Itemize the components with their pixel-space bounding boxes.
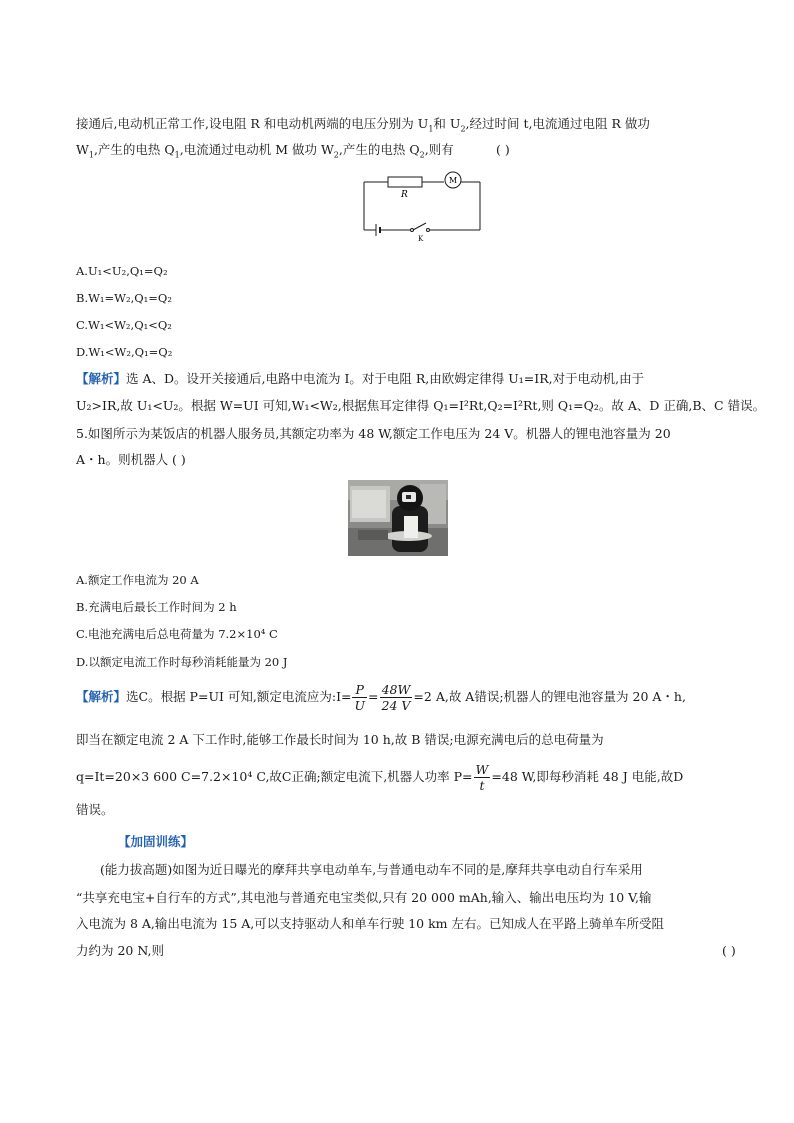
resistor-symbol xyxy=(388,177,422,187)
q5-option-d: D.以额定电流工作时每秒消耗能量为 20 J xyxy=(76,655,288,669)
q5-option-c: C.电池充满电后总电荷量为 7.2×10⁴ C xyxy=(76,627,278,641)
q4-option-a: A.U₁<U₂,Q₁=Q₂ xyxy=(76,264,168,278)
reinforce-line4: 力约为 20 N,则 xyxy=(76,943,164,958)
reinforce-title: 【加固训练】 xyxy=(118,834,194,849)
q5-stem-line2: A・h。则机器人 ( ) xyxy=(76,452,186,467)
resistor-label: R xyxy=(401,190,408,200)
q4-analysis-line2: U₂>IR,故 U₁<U₂。根据 W=UI 可知,W₁<W₂,根据焦耳定律得 Q₁=I²Rt,Q₂=I²Rt,则 Q₁=Q₂。故 A、D 正确,B、C 错误。 xyxy=(76,398,766,413)
reinforce-line3: 入电流为 8 A,输出电流为 15 A,可以支持驱动人和单车行驶 10 km 左右。已知成人在平路上骑单车所受阻 xyxy=(76,916,665,931)
analysis-tag: 【解析】 xyxy=(76,689,127,704)
reinforce-answer-bracket: ( ) xyxy=(722,943,736,958)
motor-label: M xyxy=(449,176,458,185)
q5-option-b: B.充满电后最长工作时间为 2 h xyxy=(76,600,237,614)
q4-option-c: C.W₁<W₂,Q₁<Q₂ xyxy=(76,318,172,332)
fraction-p-over-u: $\frac{P}{U}$ xyxy=(354,682,366,713)
q4-option-d: D.W₁<W₂,Q₁=Q₂ xyxy=(76,345,173,359)
q4-answer-bracket: ( ) xyxy=(496,142,510,157)
switch-symbol xyxy=(413,223,426,230)
fraction-w-over-t: $\frac{W}{t}$ xyxy=(475,762,489,793)
q5-analysis-line3: q=It=20×3 600 C=7.2×10⁴ C,故C正确;额定电流下,机器人功率 P= $\frac{W}{t}$ =48 W,即每秒消耗 48 J 电能,故D xyxy=(76,762,684,793)
q5-analysis-line2: 即当在额定电流 2 A 下工作时,能够工作最长时间为 10 h,故 B 错误;电源充满电后的总电荷量为 xyxy=(76,732,604,747)
switch-label: K xyxy=(418,235,424,242)
q5-analysis-line1: 【解析】选C。根据 P=UI 可知,额定电流应为:I= $\frac{P}{U}$ = $\frac{48W}{24 V}$ =2 A,故 A错误;机器人的锂电池容量为 20 A・h, xyxy=(76,682,686,713)
robot-waiter-photo xyxy=(348,480,448,556)
q4-analysis-line1: 【解析】选 A、D。设开关接通后,电路中电流为 I。对于电阻 R,由欧姆定律得 U₁=IR,对于电动机,由于 xyxy=(76,371,645,386)
q5-stem-line1: 5.如图所示为某饭店的机器人服务员,其额定功率为 48 W,额定工作电压为 24 V。机器人的锂电池容量为 20 xyxy=(76,426,671,441)
analysis-tag: 【解析】 xyxy=(76,371,127,386)
q4-option-b: B.W₁=W₂,Q₁=Q₂ xyxy=(76,291,172,305)
q4-stem-line1: 接通后,电动机正常工作,设电阻 R 和电动机两端的电压分别为 $U_1$和 $U_2$,经过时间 t,电流通过电阻 R 做功 xyxy=(76,116,650,134)
fraction-48w-over-24v: $\frac{48W}{24 V}$ xyxy=(381,682,411,713)
reinforce-line2: “共享充电宝+自行车的方式”,其电池与普通充电宝类似,只有 20 000 mAh,输入、输出电压均为 10 V,输 xyxy=(76,890,652,905)
q5-analysis-line4: 错误。 xyxy=(76,802,114,817)
q4-stem-line2: $W_1$,产生的电热 $Q_1$,电流通过电动机 M 做功 $W_2$,产生的电热 $Q_2$,则有 xyxy=(76,142,454,160)
reinforce-line1: (能力拔高题)如图为近日曝光的摩拜共享电动单车,与普通电动车不同的是,摩拜共享电动自行车采用 xyxy=(100,862,643,877)
circuit-diagram xyxy=(360,170,484,242)
q5-option-a: A.额定工作电流为 20 A xyxy=(76,573,199,587)
